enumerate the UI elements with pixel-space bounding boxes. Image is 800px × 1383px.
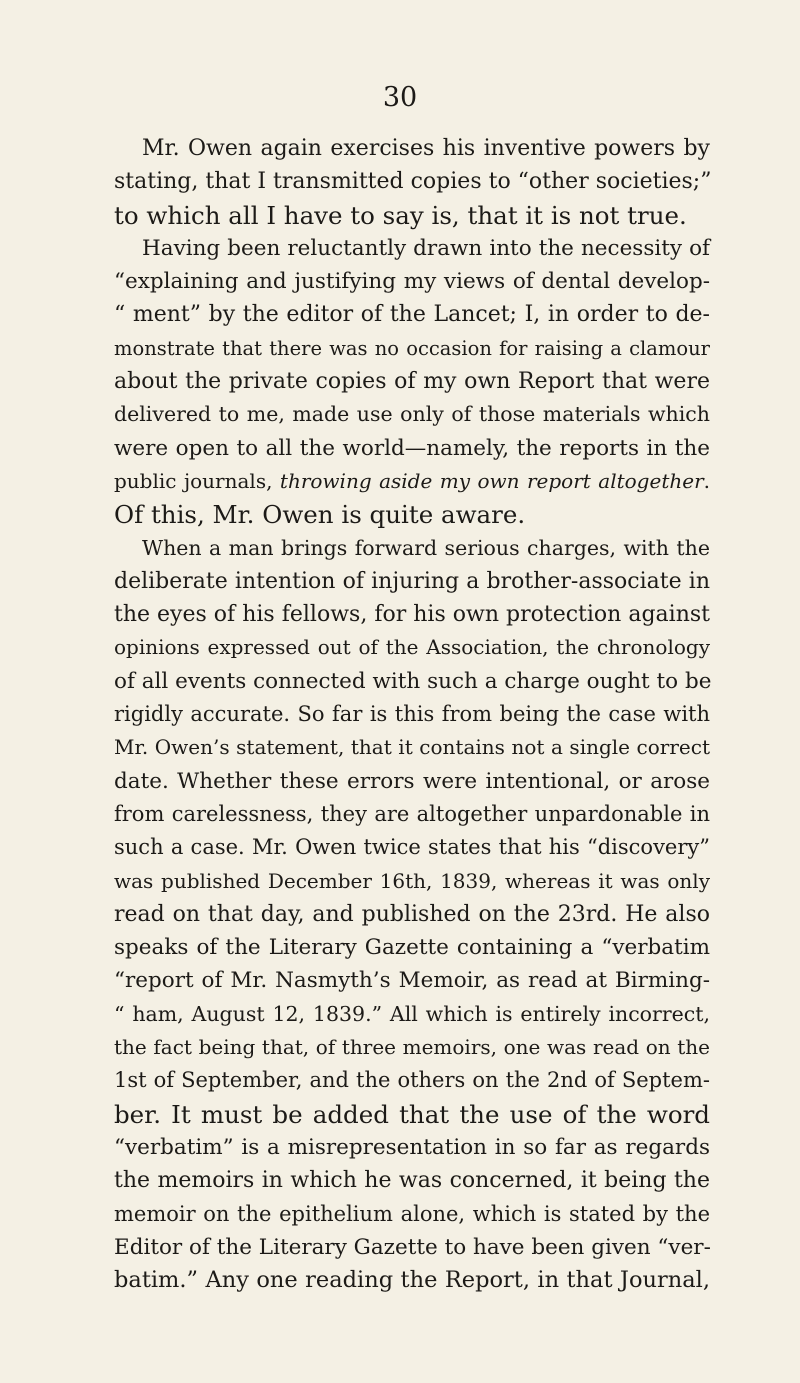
text-line: the fact being that, of three memoirs, one was read on the: [114, 1035, 710, 1060]
text-line: rigidly accurate. So far is this from being the case with: [114, 702, 710, 727]
text-line: batim.” Any one reading the Report, in that Journal,: [114, 1267, 710, 1294]
text-line: “report of Mr. Nasmyth’s Memoir, as read at Birming-: [114, 968, 710, 994]
text-line: the eyes of his fellows, for his own protection against: [114, 602, 710, 628]
text-line: about the private copies of my own Report that were: [114, 369, 710, 395]
text-segment: .: [703, 468, 710, 493]
text-line: opinions expressed out of the Association, the chronology: [114, 635, 710, 660]
text-segment: public journals,: [114, 468, 280, 493]
text-line: from carelessness, they are altogether unpardonable in: [114, 801, 710, 826]
text-line: [114, 465, 710, 498]
text-line: such a case. Mr. Owen twice states that his “discovery”: [114, 835, 710, 860]
text-line: read on that day, and published on the 23rd. He also: [114, 901, 710, 927]
text-line: was published December 16th, 1839, whereas it was only: [114, 868, 710, 893]
text-line: monstrate that there was no occasion for raising a clamour: [114, 336, 710, 360]
italic-phrase: throwing aside my own report altogether: [279, 468, 704, 493]
text-line: to which all I have to say is, that it is not true.: [114, 200, 687, 230]
text-line: “verbatim” is a misrepresentation in so far as regards: [114, 1134, 710, 1160]
text-line: ber. It must be added that the use of the word: [114, 1099, 710, 1129]
text-line: stating, that I transmitted copies to “other societies;”: [114, 169, 712, 195]
text-line: Editor of the Literary Gazette to have been given “ver-: [114, 1234, 711, 1260]
text-line: Of this, Mr. Owen is quite aware.: [114, 500, 526, 530]
text-line: “explaining and justifying my views of dental develop-: [114, 269, 710, 295]
text-line: were open to all the world—namely, the reports in the: [114, 435, 710, 461]
text-line: of all events connected with such a charge ought to be: [114, 668, 712, 694]
text-line: “ ment” by the editor of the Lancet; I, in order to de-: [114, 302, 710, 328]
text-line: “ ham, August 12, 1839.” All which is entirely incorrect,: [114, 1001, 710, 1026]
text-line: the memoirs in which he was concerned, it being the: [114, 1168, 710, 1194]
text-line: memoir on the epithelium alone, which is stated by the: [114, 1201, 710, 1226]
page-number: 30: [382, 82, 418, 113]
text-line: date. Whether these errors were intentional, or arose: [114, 768, 710, 794]
text-line: deliberate intention of injuring a brother-associate in: [114, 568, 710, 594]
text-line: Mr. Owen’s statement, that it contains not a single correct: [114, 735, 710, 760]
text-line: When a man brings forward serious charges, with the: [142, 535, 710, 560]
text-line: delivered to me, made use only of those materials which: [114, 402, 710, 427]
body-text: [114, 132, 710, 1297]
text-line: speaks of the Literary Gazette containing a “verbatim: [114, 935, 710, 961]
text-line: Having been reluctantly drawn into the necessity of: [142, 235, 710, 261]
text-line: 1st of September, and the others on the 2nd of Septem-: [114, 1068, 710, 1093]
text-line: Mr. Owen again exercises his inventive powers by: [142, 136, 710, 161]
